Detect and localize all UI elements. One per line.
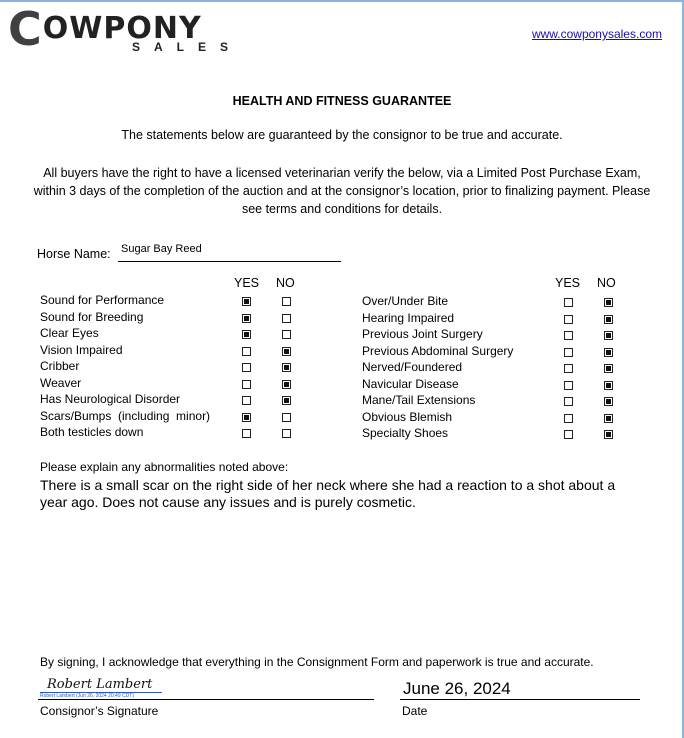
left-yes-checkbox[interactable] (242, 330, 251, 339)
explain-label: Please explain any abnormalities noted above: (40, 460, 289, 474)
right-no-checkbox[interactable] (604, 414, 613, 423)
left-no-checkbox[interactable] (282, 297, 291, 306)
right-no-header: NO (597, 276, 616, 290)
right-yes-checkbox[interactable] (564, 348, 573, 357)
esignature-detail: Robert Lambert (Jun 26, 2024 20:49 CDT) (40, 693, 134, 699)
left-yes-checkbox[interactable] (242, 314, 251, 323)
right-no-checkbox[interactable] (604, 315, 613, 324)
left-no-checkbox[interactable] (282, 380, 291, 389)
left-no-checkbox[interactable] (282, 396, 291, 405)
right-no-checkbox[interactable] (604, 298, 613, 307)
right-item-label: Navicular Disease (362, 376, 459, 391)
left-item-label: Clear Eyes (40, 326, 99, 340)
logo-rest: OWPONY (42, 11, 202, 46)
left-item-label: Has Neurological Disorder (40, 392, 181, 406)
right-item-label: Hearing Impaired (362, 310, 455, 325)
page-top-border (0, 0, 684, 2)
veterinarian-paragraph: All buyers have the right to have a licensed veterinarian verify the below, via a Limited Post Purchase Exam, within 3 days of the completion of the auction and at the consignor’s location, prior to finalizing payment. Please see terms and conditions for details. (33, 166, 651, 216)
left-no-checkbox[interactable] (282, 413, 291, 422)
logo-initial: C (8, 2, 43, 56)
right-item-label: Specialty Shoes (362, 426, 449, 440)
horse-name-field[interactable]: Sugar Bay Reed (118, 243, 341, 262)
left-item-label: Cribber (40, 359, 80, 373)
right-no-checkbox[interactable] (604, 348, 613, 357)
website-link[interactable]: www.cowponysales.com (531, 27, 662, 41)
signature-script: Robert Lambert (47, 677, 153, 692)
left-item-label: Sound for Performance (40, 293, 165, 307)
explain-text[interactable]: There is a small scar on the right side of her neck where she had a reaction to a shot about a year ago. Does not cause any issues and is purely cosmetic. (40, 477, 616, 510)
right-yes-checkbox[interactable] (564, 331, 573, 340)
right-no-checkbox[interactable] (604, 364, 613, 373)
right-yes-checkbox[interactable] (564, 381, 573, 390)
right-item-label: Mane/Tail Extensions (362, 393, 476, 407)
cowpony-logo (8, 2, 260, 56)
left-no-checkbox[interactable] (282, 363, 291, 372)
acknowledgement-text: By signing, I acknowledge that everything in the Consignment Form and paperwork is true and accurate. (40, 655, 594, 669)
right-item-label: Over/Under Bite (362, 294, 449, 308)
logo-subtitle: SALES (132, 40, 243, 54)
right-yes-checkbox[interactable] (564, 397, 573, 406)
signature-line (38, 699, 374, 700)
right-no-checkbox[interactable] (604, 397, 613, 406)
horse-name-label: Horse Name: (37, 247, 111, 261)
left-yes-checkbox[interactable] (242, 429, 251, 438)
right-yes-checkbox[interactable] (564, 414, 573, 423)
left-yes-checkbox[interactable] (242, 396, 251, 405)
right-item-label: Previous Abdominal Surgery (362, 343, 514, 358)
right-no-checkbox[interactable] (604, 381, 613, 390)
left-yes-checkbox[interactable] (242, 363, 251, 372)
left-item-label: Vision Impaired (40, 342, 123, 357)
date-caption: Date (402, 704, 428, 718)
right-item-label: Nerved/Foundered (362, 360, 463, 374)
right-item-label: Obvious Blemish (362, 409, 453, 424)
date-line (400, 699, 640, 700)
left-no-checkbox[interactable] (282, 314, 291, 323)
left-yes-checkbox[interactable] (242, 297, 251, 306)
left-item-label: Scars/Bumps (including minor) (40, 408, 211, 423)
right-yes-header: YES (555, 276, 581, 290)
left-no-checkbox[interactable] (282, 429, 291, 438)
guarantee-statement: The statements below are guaranteed by the consignor to be true and accurate. (121, 128, 563, 142)
signature-caption: Consignor’s Signature (40, 704, 159, 718)
left-yes-header: YES (234, 276, 260, 290)
right-no-checkbox[interactable] (604, 430, 613, 439)
left-item-label: Both testicles down (40, 425, 144, 439)
left-no-header: NO (276, 276, 295, 290)
left-yes-checkbox[interactable] (242, 413, 251, 422)
right-yes-checkbox[interactable] (564, 430, 573, 439)
right-yes-checkbox[interactable] (564, 298, 573, 307)
left-no-checkbox[interactable] (282, 330, 291, 339)
right-item-label: Previous Joint Surgery (362, 327, 483, 341)
left-yes-checkbox[interactable] (242, 347, 251, 356)
right-yes-checkbox[interactable] (564, 364, 573, 373)
left-yes-checkbox[interactable] (242, 380, 251, 389)
right-no-checkbox[interactable] (604, 331, 613, 340)
right-yes-checkbox[interactable] (564, 315, 573, 324)
left-item-label: Sound for Breeding (40, 309, 144, 324)
date-value[interactable]: June 26, 2024 (403, 679, 511, 698)
left-item-label: Weaver (40, 375, 82, 390)
left-no-checkbox[interactable] (282, 347, 291, 356)
form-title: HEALTH AND FITNESS GUARANTEE (232, 94, 452, 108)
